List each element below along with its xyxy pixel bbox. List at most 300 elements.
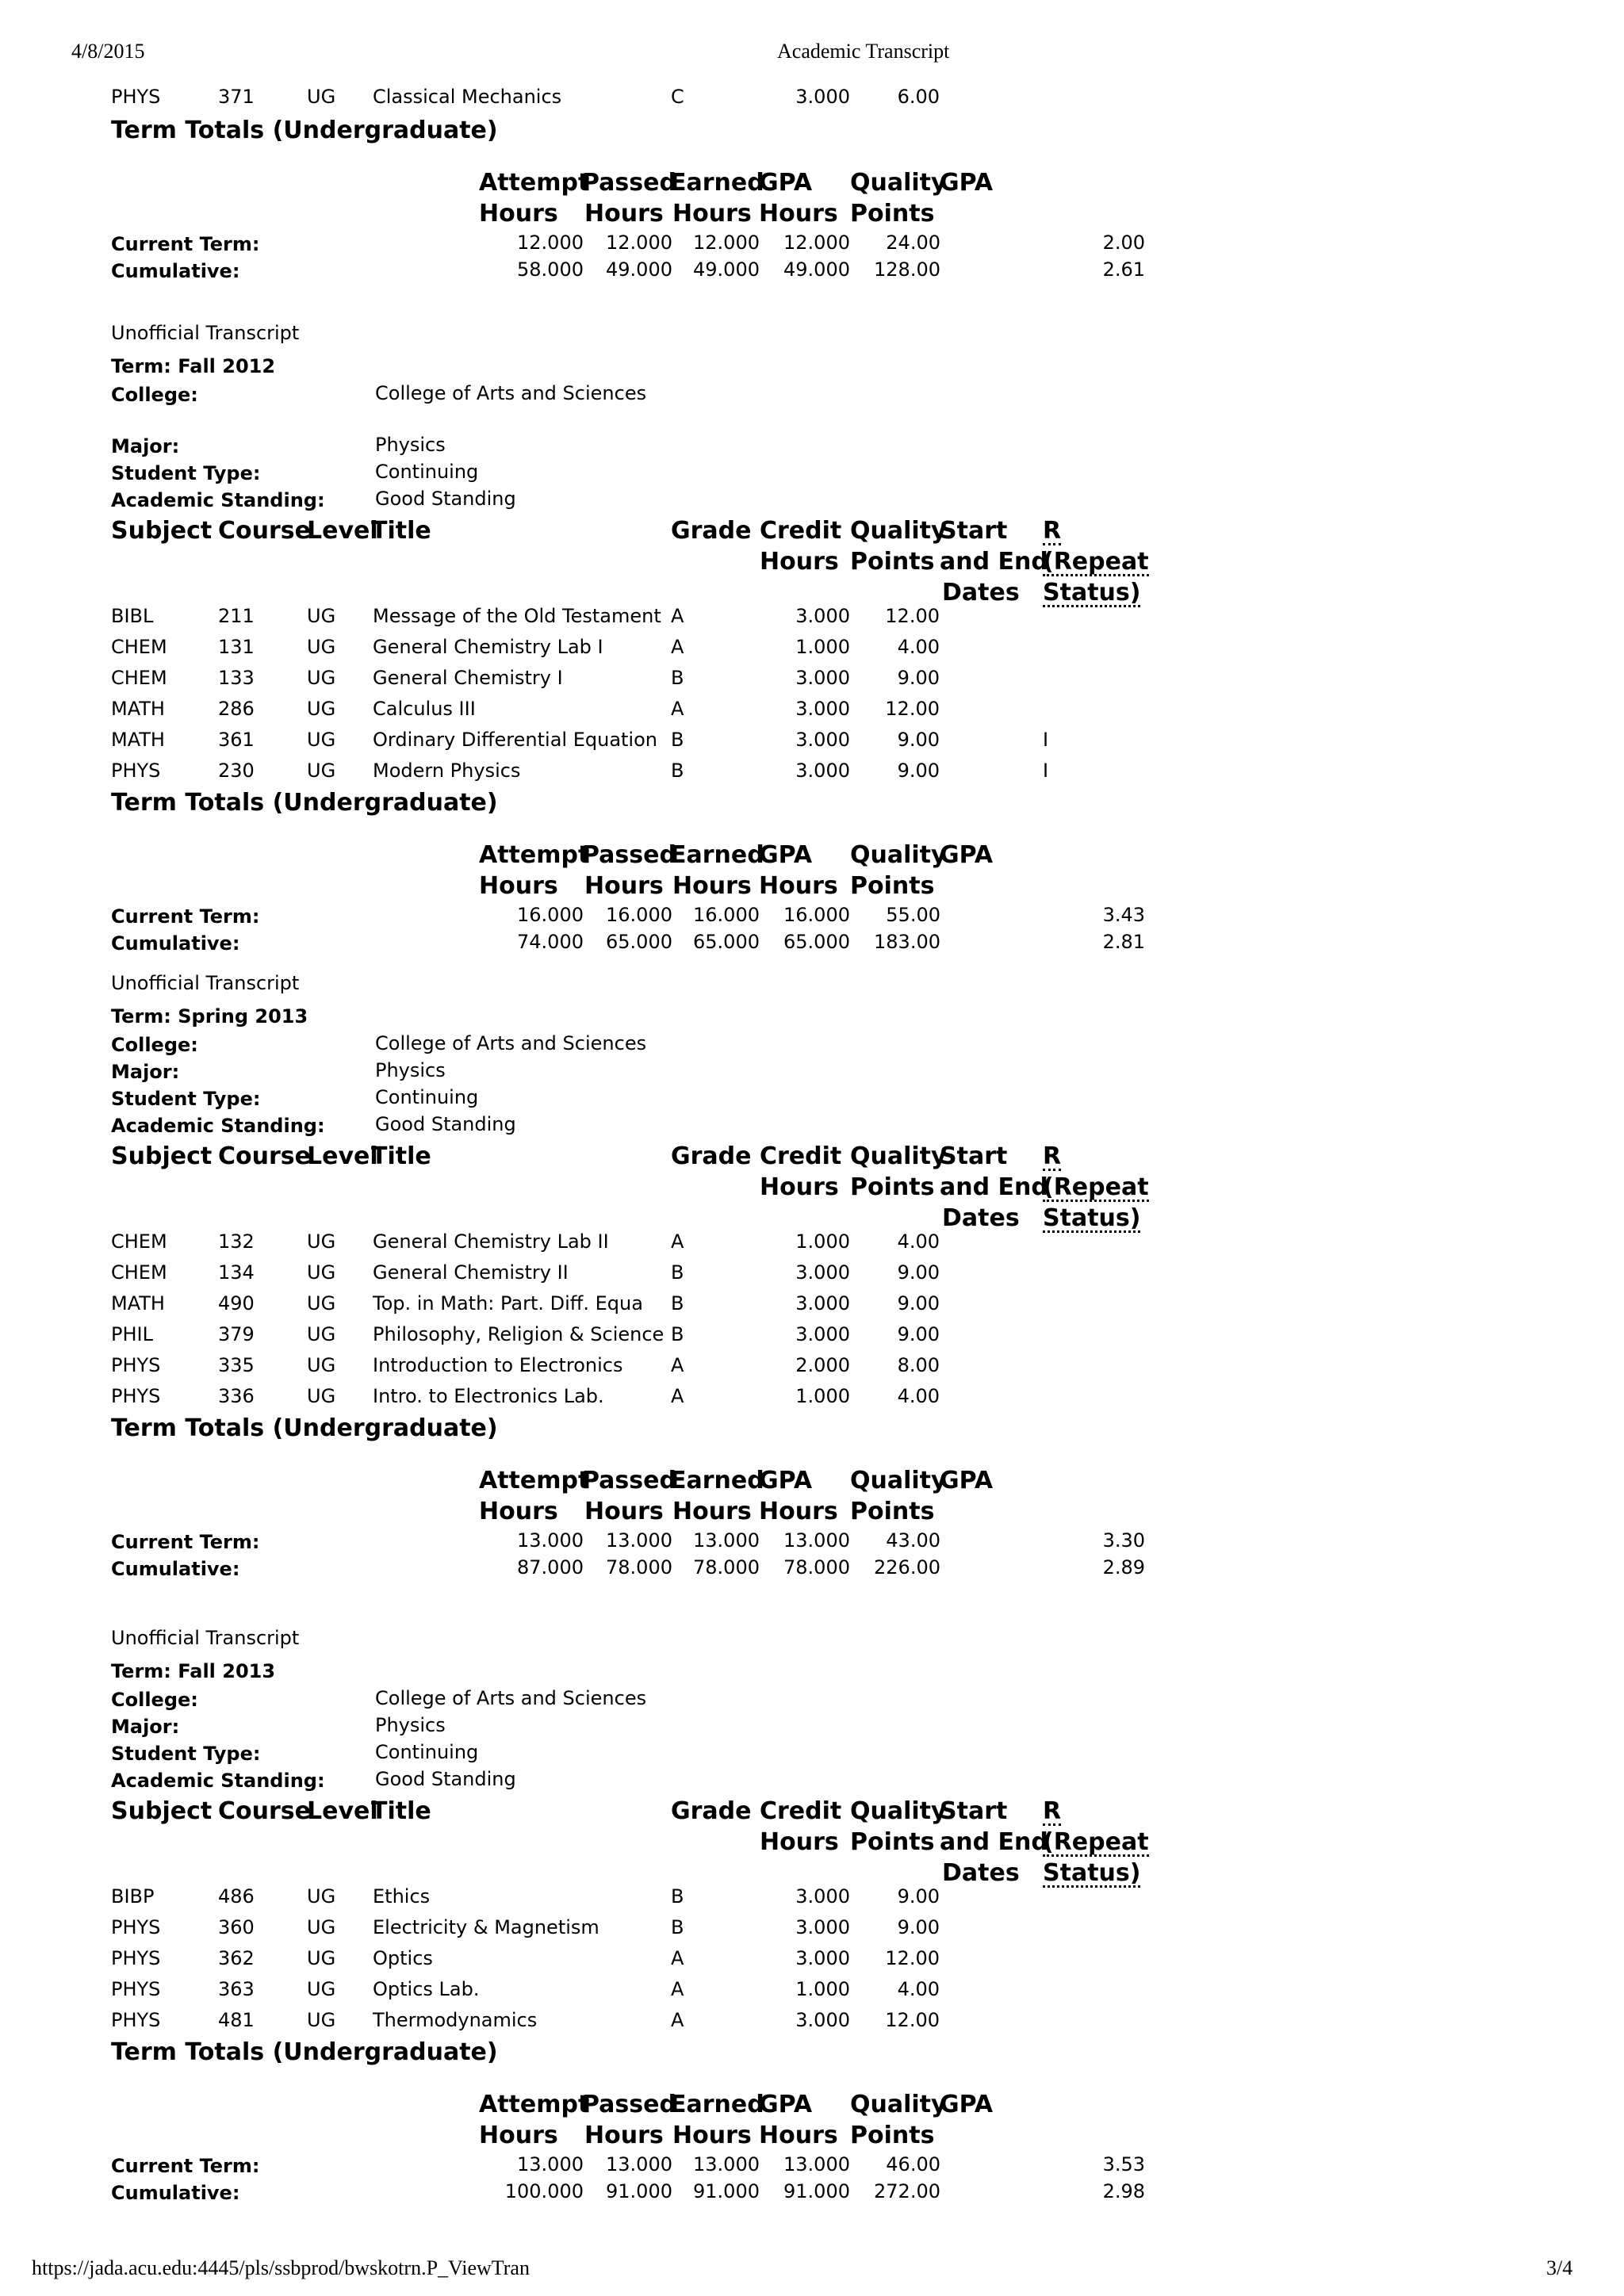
course-title: Calculus III xyxy=(373,698,476,720)
passed-hours-header: Passed xyxy=(582,841,676,869)
course-repeat-status: I xyxy=(1043,729,1049,751)
header-subline: Hours xyxy=(759,2122,838,2149)
course-level: UG xyxy=(307,1916,336,1938)
term-totals-heading: Term Totals (Undergraduate) xyxy=(111,789,498,817)
major-value: Physics xyxy=(375,1059,446,1081)
course-title: Ethics xyxy=(373,1885,431,1908)
current-term-value: 24.00 xyxy=(886,232,940,254)
subject-header: Subject xyxy=(111,1142,213,1170)
course-subject: PHYS xyxy=(111,760,161,782)
cumulative-value: 49.000 xyxy=(606,258,672,281)
grade-header: Grade xyxy=(671,1797,752,1825)
header-subline: Hours xyxy=(479,872,558,900)
course-header: Course xyxy=(218,517,311,545)
cumulative-value: 2.98 xyxy=(1102,2180,1145,2202)
earned-hours-header: Earned xyxy=(670,1467,764,1494)
course-grade: B xyxy=(671,760,684,782)
course-subject: CHEM xyxy=(111,667,167,689)
academic-standing-label: Academic Standing: xyxy=(111,489,325,511)
gpa-header: GPA xyxy=(940,169,994,197)
cumulative-value: 87.000 xyxy=(517,1556,584,1578)
course-number: 286 xyxy=(218,698,255,720)
course-subject: BIBL xyxy=(111,605,154,627)
repeat-status-header: Status) xyxy=(1043,579,1141,607)
college-label: College: xyxy=(111,384,198,406)
course-credit-hours: 3.000 xyxy=(795,1947,850,1969)
credit-hours-header: Credit xyxy=(760,517,842,545)
credit-hours-header: Hours xyxy=(760,1828,839,1856)
repeat-status-header: (Repeat xyxy=(1043,1173,1149,1201)
term-totals-heading: Term Totals (Undergraduate) xyxy=(111,1414,498,1442)
course-number: 361 xyxy=(218,729,255,751)
course-quality-points: 9.00 xyxy=(897,1323,940,1345)
header-subline: Hours xyxy=(672,1498,752,1525)
course-grade: A xyxy=(671,2009,684,2031)
cumulative-value: 100.000 xyxy=(504,2180,584,2202)
cumulative-value: 2.81 xyxy=(1102,931,1145,953)
course-number: 371 xyxy=(218,86,255,108)
course-grade: A xyxy=(671,636,684,658)
course-repeat-status: I xyxy=(1043,760,1049,782)
current-term-label: Current Term: xyxy=(111,905,260,928)
course-credit-hours: 1.000 xyxy=(795,1978,850,2000)
student-type-value: Continuing xyxy=(375,461,479,483)
course-grade: C xyxy=(671,86,684,108)
course-grade: B xyxy=(671,1885,684,1908)
course-quality: 6.00 xyxy=(897,86,940,108)
header-subline: Points xyxy=(850,2122,935,2149)
header-subline: Points xyxy=(850,872,935,900)
course-title: General Chemistry I xyxy=(373,667,563,689)
student-type-label: Student Type: xyxy=(111,1743,261,1765)
start-end-dates-header: Dates xyxy=(942,579,1020,607)
college-value: College of Arts and Sciences xyxy=(375,382,647,404)
course-credit-hours: 3.000 xyxy=(795,2009,850,2031)
header-subline: Points xyxy=(850,200,935,228)
current-term-value: 16.000 xyxy=(693,904,760,926)
repeat-status-header: (Repeat xyxy=(1043,548,1149,576)
attempt-hours-header: Attempt xyxy=(479,1467,590,1494)
course-number: 490 xyxy=(218,1292,255,1314)
current-term-value: 55.00 xyxy=(886,904,940,926)
credit-hours-header: Hours xyxy=(760,548,839,576)
course-credit-hours: 1.000 xyxy=(795,636,850,658)
grade-header: Grade xyxy=(671,517,752,545)
current-term-value: 12.000 xyxy=(783,232,850,254)
college-label: College: xyxy=(111,1034,198,1056)
course-level: UG xyxy=(307,1230,336,1253)
current-term-value: 3.43 xyxy=(1102,904,1145,926)
course-credit-hours: 3.000 xyxy=(795,698,850,720)
course-level: UG xyxy=(307,667,336,689)
level-header: Level xyxy=(307,1797,378,1825)
start-end-dates-header: and End xyxy=(940,1173,1048,1201)
course-grade: A xyxy=(671,1385,684,1407)
course-quality-points: 9.00 xyxy=(897,1916,940,1938)
credit-hours-header: Credit xyxy=(760,1142,842,1170)
header-subline: Hours xyxy=(672,2122,752,2149)
course-grade: A xyxy=(671,1230,684,1253)
quality-points-header: Quality xyxy=(850,517,947,545)
cumulative-label: Cumulative: xyxy=(111,2182,240,2204)
major-value: Physics xyxy=(375,1714,446,1736)
header-subline: Hours xyxy=(672,200,752,228)
current-term-label: Current Term: xyxy=(111,2155,260,2177)
course-title: Message of the Old Testament xyxy=(373,605,661,627)
course-grade: A xyxy=(671,1978,684,2000)
course-quality-points: 9.00 xyxy=(897,760,940,782)
start-end-dates-header: Start xyxy=(940,1142,1008,1170)
academic-standing-label: Academic Standing: xyxy=(111,1770,325,1792)
course-number: 211 xyxy=(218,605,255,627)
cumulative-value: 226.00 xyxy=(874,1556,940,1578)
course-credit-hours: 1.000 xyxy=(795,1385,850,1407)
course-number: 362 xyxy=(218,1947,255,1969)
header-subline: Hours xyxy=(584,2122,664,2149)
repeat-status-header: (Repeat xyxy=(1043,1828,1149,1856)
current-term-value: 13.000 xyxy=(606,2153,672,2175)
course-level: UG xyxy=(307,1885,336,1908)
course-subject: PHYS xyxy=(111,1916,161,1938)
current-term-value: 13.000 xyxy=(783,1529,850,1552)
course-credit-hours: 3.000 xyxy=(795,605,850,627)
credit-hours-header: Credit xyxy=(760,1797,842,1825)
title-header: Title xyxy=(371,1797,431,1825)
course-title: Optics xyxy=(373,1947,433,1969)
course-level: UG xyxy=(307,1947,336,1969)
attempt-hours-header: Attempt xyxy=(479,169,590,197)
course-grade: B xyxy=(671,1916,684,1938)
course-number: 336 xyxy=(218,1385,255,1407)
course-level: UG xyxy=(307,1354,336,1376)
quality-points-header: Points xyxy=(850,1828,935,1856)
course-title: General Chemistry Lab II xyxy=(373,1230,609,1253)
start-end-dates-header: Start xyxy=(940,517,1008,545)
header-subline: Hours xyxy=(584,872,664,900)
term-heading: Term: Fall 2013 xyxy=(111,1660,276,1682)
course-subject: MATH xyxy=(111,729,165,751)
course-level: UG xyxy=(307,1292,336,1314)
course-subject: MATH xyxy=(111,698,165,720)
course-subject: PHYS xyxy=(111,1978,161,2000)
course-level: UG xyxy=(307,636,336,658)
gpa-hours-header: GPA xyxy=(759,169,813,197)
course-subject: CHEM xyxy=(111,636,167,658)
start-end-dates-header: and End xyxy=(940,548,1048,576)
course-level: UG xyxy=(307,1323,336,1345)
course-number: 486 xyxy=(218,1885,255,1908)
start-end-dates-header: and End xyxy=(940,1828,1048,1856)
student-type-value: Continuing xyxy=(375,1086,479,1108)
gpa-hours-header: GPA xyxy=(759,841,813,869)
header-subline: Hours xyxy=(759,872,838,900)
gpa-header: GPA xyxy=(940,841,994,869)
repeat-status-header: R xyxy=(1043,517,1062,545)
course-quality-points: 12.00 xyxy=(885,2009,940,2031)
current-term-value: 46.00 xyxy=(886,2153,940,2175)
cumulative-value: 78.000 xyxy=(693,1556,760,1578)
course-quality-points: 4.00 xyxy=(897,636,940,658)
course-title: Philosophy, Religion & Science xyxy=(373,1323,665,1345)
earned-hours-header: Earned xyxy=(670,841,764,869)
course-level: UG xyxy=(307,1261,336,1284)
current-term-label: Current Term: xyxy=(111,1531,260,1553)
course-grade: B xyxy=(671,729,684,751)
course-grade: A xyxy=(671,698,684,720)
current-term-value: 13.000 xyxy=(517,2153,584,2175)
header-subline: Hours xyxy=(759,1498,838,1525)
course-quality-points: 9.00 xyxy=(897,1261,940,1284)
current-term-value: 12.000 xyxy=(693,232,760,254)
cumulative-value: 78.000 xyxy=(783,1556,850,1578)
page-number: 3/4 xyxy=(1546,2256,1573,2279)
course-title: Introduction to Electronics xyxy=(373,1354,623,1376)
cumulative-label: Cumulative: xyxy=(111,932,240,955)
header-subline: Hours xyxy=(672,872,752,900)
cumulative-value: 91.000 xyxy=(606,2180,672,2202)
course-title: Intro. to Electronics Lab. xyxy=(373,1385,604,1407)
cumulative-value: 2.89 xyxy=(1102,1556,1145,1578)
course-subject: CHEM xyxy=(111,1261,167,1284)
term-heading: Term: Spring 2013 xyxy=(111,1005,308,1027)
header-subline: Hours xyxy=(759,200,838,228)
repeat-status-header: Status) xyxy=(1043,1859,1141,1887)
term-totals-heading: Term Totals (Undergraduate) xyxy=(111,117,498,144)
student-type-value: Continuing xyxy=(375,1741,479,1763)
academic-standing-label: Academic Standing: xyxy=(111,1115,325,1137)
gpa-header: GPA xyxy=(940,1467,994,1494)
course-quality-points: 9.00 xyxy=(897,1292,940,1314)
course-number: 131 xyxy=(218,636,255,658)
academic-standing-value: Good Standing xyxy=(375,488,516,510)
current-term-value: 13.000 xyxy=(693,2153,760,2175)
current-term-value: 13.000 xyxy=(517,1529,584,1552)
course-credit-hours: 3.000 xyxy=(795,667,850,689)
course-level: UG xyxy=(307,2009,336,2031)
course-level: UG xyxy=(307,1385,336,1407)
course-quality-points: 4.00 xyxy=(897,1978,940,2000)
cumulative-value: 91.000 xyxy=(693,2180,760,2202)
quality-points-header: Quality xyxy=(850,1797,947,1825)
header-subline: Hours xyxy=(584,1498,664,1525)
course-credit-hours: 3.000 xyxy=(795,1261,850,1284)
course-header: Course xyxy=(218,1142,311,1170)
major-label: Major: xyxy=(111,435,180,457)
major-label: Major: xyxy=(111,1061,180,1083)
cumulative-value: 183.00 xyxy=(874,931,940,953)
course-grade: B xyxy=(671,1323,684,1345)
course-quality-points: 9.00 xyxy=(897,1885,940,1908)
course-title: General Chemistry II xyxy=(373,1261,569,1284)
quality-points-header: Quality xyxy=(850,841,947,869)
start-end-dates-header: Dates xyxy=(942,1204,1020,1232)
cumulative-label: Cumulative: xyxy=(111,260,240,282)
header-subline: Hours xyxy=(479,200,558,228)
course-grade: A xyxy=(671,1947,684,1969)
passed-hours-header: Passed xyxy=(582,1467,676,1494)
course-credit-hours: 3.000 xyxy=(795,729,850,751)
current-term-value: 43.00 xyxy=(886,1529,940,1552)
college-value: College of Arts and Sciences xyxy=(375,1687,647,1709)
course-quality-points: 8.00 xyxy=(897,1354,940,1376)
course-credit-hours: 3.000 xyxy=(795,1292,850,1314)
course-title: Electricity & Magnetism xyxy=(373,1916,599,1938)
quality-points-header: Quality xyxy=(850,2091,947,2118)
course-quality-points: 12.00 xyxy=(885,698,940,720)
course-grade: B xyxy=(671,1292,684,1314)
unofficial-transcript-note: Unofficial Transcript xyxy=(111,322,300,344)
course-title: Ordinary Differential Equation xyxy=(373,729,657,751)
current-term-value: 16.000 xyxy=(783,904,850,926)
quality-points-header: Quality xyxy=(850,169,947,197)
course-title: General Chemistry Lab I xyxy=(373,636,603,658)
cumulative-value: 272.00 xyxy=(874,2180,940,2202)
unofficial-transcript-note: Unofficial Transcript xyxy=(111,972,300,994)
attempt-hours-header: Attempt xyxy=(479,2091,590,2118)
course-quality-points: 4.00 xyxy=(897,1385,940,1407)
major-value: Physics xyxy=(375,434,446,456)
course-level: UG xyxy=(307,1978,336,2000)
course-credit-hours: 1.000 xyxy=(795,1230,850,1253)
current-term-value: 13.000 xyxy=(606,1529,672,1552)
repeat-status-header: Status) xyxy=(1043,1204,1141,1232)
course-subject: PHYS xyxy=(111,86,161,108)
cumulative-value: 2.61 xyxy=(1102,258,1145,281)
current-term-value: 16.000 xyxy=(606,904,672,926)
gpa-hours-header: GPA xyxy=(759,2091,813,2118)
quality-points-header: Quality xyxy=(850,1142,947,1170)
course-number: 360 xyxy=(218,1916,255,1938)
course-title: Modern Physics xyxy=(373,760,521,782)
course-grade: A xyxy=(671,605,684,627)
current-term-value: 16.000 xyxy=(517,904,584,926)
major-label: Major: xyxy=(111,1716,180,1738)
course-quality-points: 9.00 xyxy=(897,729,940,751)
course-grade: A xyxy=(671,1354,684,1376)
start-end-dates-header: Start xyxy=(940,1797,1008,1825)
cumulative-value: 58.000 xyxy=(517,258,584,281)
passed-hours-header: Passed xyxy=(582,2091,676,2118)
course-subject: BIBP xyxy=(111,1885,155,1908)
course-credit-hours: 2.000 xyxy=(795,1354,850,1376)
course-title: Thermodynamics xyxy=(373,2009,538,2031)
course-grade: B xyxy=(671,667,684,689)
course-quality-points: 12.00 xyxy=(885,605,940,627)
term-totals-heading: Term Totals (Undergraduate) xyxy=(111,2038,498,2066)
header-subline: Hours xyxy=(479,2122,558,2149)
course-number: 133 xyxy=(218,667,255,689)
course-level: UG xyxy=(307,605,336,627)
quality-points-header: Points xyxy=(850,548,935,576)
student-type-label: Student Type: xyxy=(111,462,261,484)
course-grade: B xyxy=(671,1261,684,1284)
course-credit-hours: 3.000 xyxy=(795,1885,850,1908)
course-subject: PHYS xyxy=(111,2009,161,2031)
course-credit-hours: 3.000 xyxy=(795,1323,850,1345)
cumulative-value: 65.000 xyxy=(606,931,672,953)
grade-header: Grade xyxy=(671,1142,752,1170)
credit-hours-header: Hours xyxy=(760,1173,839,1201)
cumulative-value: 74.000 xyxy=(517,931,584,953)
cumulative-label: Cumulative: xyxy=(111,1558,240,1580)
academic-standing-value: Good Standing xyxy=(375,1768,516,1790)
course-level: UG xyxy=(307,760,336,782)
repeat-status-header: R xyxy=(1043,1797,1062,1825)
current-term-value: 2.00 xyxy=(1102,232,1145,254)
header-subline: Hours xyxy=(584,200,664,228)
print-date: 4/8/2015 xyxy=(71,40,145,63)
print-url: https://jada.acu.edu:4445/pls/ssbprod/bwskotrn.P_ViewTran xyxy=(32,2256,530,2279)
course-number: 134 xyxy=(218,1261,255,1284)
current-term-label: Current Term: xyxy=(111,233,260,255)
course-level: UG xyxy=(307,86,336,108)
attempt-hours-header: Attempt xyxy=(479,841,590,869)
header-subline: Hours xyxy=(479,1498,558,1525)
subject-header: Subject xyxy=(111,1797,213,1825)
level-header: Level xyxy=(307,1142,378,1170)
course-title: Classical Mechanics xyxy=(373,86,562,108)
course-credit-hours: 3.000 xyxy=(795,1916,850,1938)
college-value: College of Arts and Sciences xyxy=(375,1032,647,1054)
current-term-value: 12.000 xyxy=(517,232,584,254)
passed-hours-header: Passed xyxy=(582,169,676,197)
current-term-value: 3.30 xyxy=(1102,1529,1145,1552)
current-term-value: 12.000 xyxy=(606,232,672,254)
course-subject: CHEM xyxy=(111,1230,167,1253)
print-title: Academic Transcript xyxy=(777,40,950,63)
level-header: Level xyxy=(307,517,378,545)
cumulative-value: 128.00 xyxy=(874,258,940,281)
course-number: 132 xyxy=(218,1230,255,1253)
cumulative-value: 65.000 xyxy=(783,931,850,953)
course-number: 363 xyxy=(218,1978,255,2000)
start-end-dates-header: Dates xyxy=(942,1859,1020,1887)
course-header: Course xyxy=(218,1797,311,1825)
course-number: 230 xyxy=(218,760,255,782)
course-subject: PHYS xyxy=(111,1354,161,1376)
course-title: Optics Lab. xyxy=(373,1978,480,2000)
cumulative-value: 65.000 xyxy=(693,931,760,953)
subject-header: Subject xyxy=(111,517,213,545)
cumulative-value: 91.000 xyxy=(783,2180,850,2202)
course-number: 481 xyxy=(218,2009,255,2031)
current-term-value: 13.000 xyxy=(693,1529,760,1552)
gpa-header: GPA xyxy=(940,2091,994,2118)
cumulative-value: 49.000 xyxy=(783,258,850,281)
course-level: UG xyxy=(307,698,336,720)
title-header: Title xyxy=(371,1142,431,1170)
term-heading: Term: Fall 2012 xyxy=(111,355,276,377)
student-type-label: Student Type: xyxy=(111,1088,261,1110)
course-quality-points: 12.00 xyxy=(885,1947,940,1969)
course-subject: PHIL xyxy=(111,1323,153,1345)
cumulative-value: 49.000 xyxy=(693,258,760,281)
quality-points-header: Quality xyxy=(850,1467,947,1494)
header-subline: Points xyxy=(850,1498,935,1525)
earned-hours-header: Earned xyxy=(670,169,764,197)
course-number: 379 xyxy=(218,1323,255,1345)
quality-points-header: Points xyxy=(850,1173,935,1201)
course-level: UG xyxy=(307,729,336,751)
course-credit: 3.000 xyxy=(795,86,850,108)
course-quality-points: 9.00 xyxy=(897,667,940,689)
course-subject: PHYS xyxy=(111,1947,161,1969)
course-title: Top. in Math: Part. Diff. Equa xyxy=(373,1292,643,1314)
current-term-value: 3.53 xyxy=(1102,2153,1145,2175)
repeat-status-header: R xyxy=(1043,1142,1062,1170)
current-term-value: 13.000 xyxy=(783,2153,850,2175)
cumulative-value: 78.000 xyxy=(606,1556,672,1578)
